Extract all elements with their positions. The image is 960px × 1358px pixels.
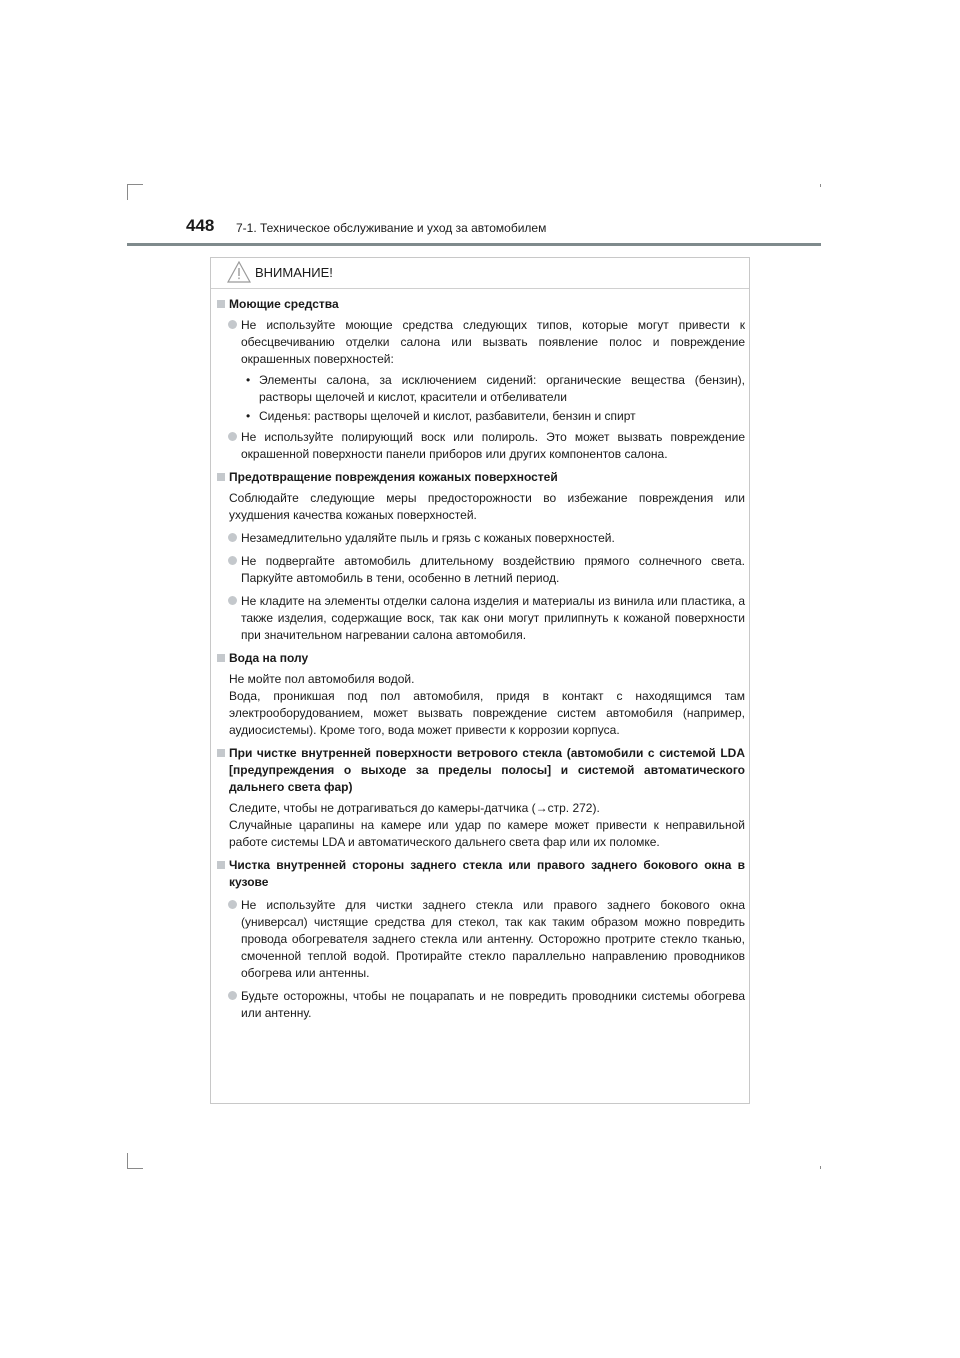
section-windshield-cleaning xyxy=(217,745,745,851)
bullet-text: Незамедлительно удаляйте пыль и грязь с кожаных поверхностей. xyxy=(241,531,615,545)
crop-mark-top-left-h xyxy=(127,184,143,185)
bullet-item xyxy=(217,897,745,982)
square-bullet-icon xyxy=(217,861,225,869)
square-bullet-icon xyxy=(217,749,225,757)
circle-bullet-icon xyxy=(228,596,237,605)
paragraph: Не мойте пол автомобиля водой. xyxy=(229,672,415,686)
paragraph: Случайные царапины на камере или удар по камере может привести к неправильной работе системы LDA и автоматического дальнего света фар или их поломке. xyxy=(229,818,745,849)
section-title xyxy=(217,469,745,486)
section-title xyxy=(217,857,745,891)
bullet-item xyxy=(217,988,745,1022)
section-header-title: 7-1. Техническое обслуживание и уход за автомобилем xyxy=(236,221,547,235)
circle-bullet-icon xyxy=(228,533,237,542)
warning-title: ВНИМАНИЕ! xyxy=(255,265,333,280)
dot-bullet-icon: • xyxy=(246,373,251,387)
header-rule xyxy=(127,243,821,246)
bullet-item xyxy=(217,593,745,644)
page-number: 448 xyxy=(186,216,215,235)
circle-bullet-icon xyxy=(228,432,237,441)
crop-mark-bottom-left-h xyxy=(127,1168,143,1169)
section-title xyxy=(217,296,745,313)
sub-item-text: Сиденья: растворы щелочей и кислот, разбавители, бензин и спирт xyxy=(259,409,636,423)
section-title-text: Предотвращение повреждения кожаных поверхностей xyxy=(229,470,558,484)
square-bullet-icon xyxy=(217,473,225,481)
bullet-text: Не используйте полирующий воск или полироль. Это может вызвать повреждение окрашенной поверхности панели приборов или других компонентов салона. xyxy=(241,430,745,461)
section-water-on-floor xyxy=(217,650,745,739)
section-title xyxy=(217,745,745,796)
section-intro: Соблюдайте следующие меры предосторожности во избежание повреждения или ухудшения качества кожаных поверхностей. xyxy=(229,491,745,522)
section-cleaning-agents xyxy=(217,296,745,463)
bullet-text: Не кладите на элементы отделки салона изделия и материалы из винила или пластика, а также изделия, содержащие воск, так как они могут прилипнуть к кожаной поверхности при значительном нагревании салона автомобиля. xyxy=(241,594,745,642)
section-title-text: Вода на полу xyxy=(229,651,309,665)
crop-mark-bottom-left-v xyxy=(127,1153,128,1169)
section-rear-window-cleaning xyxy=(217,857,745,1022)
warning-header xyxy=(211,258,749,289)
sub-item-text: Элементы салона, за исключением сидений: органические вещества (бензин), растворы щелочей и кислот, красители и отбеливатели xyxy=(259,373,745,404)
bullet-text: Будьте осторожны, чтобы не поцарапать и не повредить проводники системы обогрева или антенну. xyxy=(241,989,745,1020)
bullet-item xyxy=(217,317,745,368)
bullet-item xyxy=(217,429,745,463)
square-bullet-icon xyxy=(217,300,225,308)
warning-box xyxy=(210,257,750,1104)
bullet-text: Не используйте для чистки заднего стекла или правого заднего бокового окна (универсал) чистящие средства для стекол, так как таким образом можно повредить провода обогревателя заднего стекла или антенну. Осторожно протрите стекло тканью, смоченной теплой водой. Протирайте стекло параллельно направлению проводников обогрева или антенны. xyxy=(241,898,745,980)
circle-bullet-icon xyxy=(228,320,237,329)
crop-mark-bottom-right xyxy=(820,1166,821,1169)
square-bullet-icon xyxy=(217,654,225,662)
section-title-text: При чистке внутренней поверхности ветрового стекла (автомобили с системой LDA [предупреждения о выходе за пределы полосы] и системой автоматического дальнего света фар) xyxy=(229,746,745,794)
section-leather-protection xyxy=(217,469,745,644)
sub-item xyxy=(217,408,745,425)
crop-mark-top-right xyxy=(820,184,821,187)
circle-bullet-icon xyxy=(228,991,237,1000)
sub-item xyxy=(217,372,745,406)
bullet-item xyxy=(217,553,745,587)
section-title-text: Моющие средства xyxy=(229,297,339,311)
paragraph: Следите, чтобы не дотрагиваться до камеры-датчика (→стр. 272). xyxy=(229,801,600,815)
crop-mark-top-left-v xyxy=(127,184,128,200)
bullet-text: Не подвергайте автомобиль длительному воздействию прямого солнечного света. Паркуйте автомобиль в тени, особенно в летний период. xyxy=(241,554,745,585)
section-title-text: Чистка внутренней стороны заднего стекла или правого заднего бокового окна в кузове xyxy=(229,858,745,889)
bullet-text: Не используйте моющие средства следующих типов, которые могут привести к обесцвечиванию отделки салона или вызвать появление полос и повреждение окрашенных поверхностей: xyxy=(241,318,745,366)
warning-content xyxy=(217,296,745,1028)
bullet-item xyxy=(217,530,745,547)
section-title xyxy=(217,650,745,667)
warning-triangle-icon xyxy=(227,261,251,288)
dot-bullet-icon: • xyxy=(246,409,251,423)
circle-bullet-icon xyxy=(228,556,237,565)
paragraph: Вода, проникшая под пол автомобиля, придя в контакт с находящимся там электрооборудованием, может вызвать повреждение систем автомобиля (например, аудиосистемы). Кроме того, вода может привести к коррозии корпуса. xyxy=(229,689,745,737)
circle-bullet-icon xyxy=(228,900,237,909)
